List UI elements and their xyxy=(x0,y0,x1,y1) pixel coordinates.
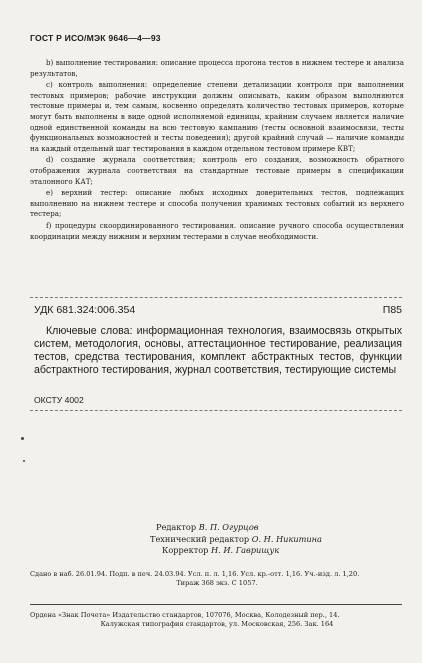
editor-name: В. П. Огурцов xyxy=(198,522,259,532)
publication-info xyxy=(30,570,404,588)
tech-editor-line xyxy=(150,534,390,546)
publication-line-2: Тираж 368 экз. С 1057. xyxy=(176,579,258,587)
keywords-text: Ключевые слова: информационная технология, взаимосвязь открытых систем, методология, основы, аттестационное тестирование, реализация тестов, средства тестирования, комплект абстрактных тестов, функции абстрактного тестирования, журнал соответствия, тестирующие системы xyxy=(34,325,402,376)
editorial-staff xyxy=(150,522,390,557)
paragraph-d: d) создание журнала соответствия; контроль его создания, возможность обратного отображения журнала соответствия на стандартные тестовые примеры в спецификации эталонного КАТ; xyxy=(30,155,404,186)
publication-line-1: Сдано в наб. 26.01.94. Подп. в печ. 24.03.94. Усл. п. л. 1,16. Усл. кр.-отт. 1,16. Уч.-изд. л. 1,20. xyxy=(30,570,360,578)
keywords xyxy=(34,325,402,377)
printer-line-1: Ордена «Знак Почета» Издательство стандартов, 107076, Москва, Колодезный пер., 14. xyxy=(30,611,340,619)
udk-code: УДК 681.324:006.354 xyxy=(34,304,136,316)
running-head: ГОСТ Р ИСО/МЭК 9646—4—93 xyxy=(30,33,161,43)
paragraph-c: c) контроль выполнения: определение степени детализации контроля при выполнении тестовых примеров; рабочие инструкции должны описывать, каким образом выполняются тестовые примеры и, тем самым, косвенно определять количество тестовых примеров, которые могут быть выполнены в виде одной исполняемой единицы, крайним случаем является наличие одной единственной команды на всю тестовую кампанию (тесты основной взаимосвязи, тесты функциональных возможностей и тесты поведения); другой крайний случай — наличие команды на каждый отдельный шаг тестирования в каждом отдельном тестовом примере КВТ; xyxy=(30,80,404,153)
tech-editor-name: О. Н. Никитина xyxy=(251,533,322,544)
body-text xyxy=(30,58,404,243)
scan-speck xyxy=(21,437,24,440)
imprint-rule-top xyxy=(30,604,402,605)
printer-info xyxy=(30,611,404,629)
printer-line-2: Калужская типография стандартов, ул. Московская, 256. Зак. 164 xyxy=(100,620,334,628)
editor-role: Редактор xyxy=(156,522,197,532)
paragraph-e: e) верхний тестер: описание любых исходных доверительных тестов, подлежащих выполнению на нижнем тестере и способа получения хранимых тестовых событий из верхнего тестера; xyxy=(30,188,404,219)
keywords-divider xyxy=(30,410,402,411)
class-code: П85 xyxy=(382,304,402,316)
corrector-line xyxy=(150,545,390,557)
okstu-code: ОКСТУ 4002 xyxy=(34,395,84,405)
corrector-name: Н. И. Гаврищук xyxy=(211,545,280,555)
corrector-role: Корректор xyxy=(162,545,209,555)
paragraph-f: f) процедуры скоординированного тестирования. описание ручного способа осуществления координации между нижним и верхним тестерами в случае необходимости. xyxy=(30,220,404,241)
paragraph-b: b) выполнение тестирования: описание процесса прогона тестов в нижнем тестере и анализа результатов, xyxy=(30,58,404,78)
section-divider xyxy=(30,297,402,298)
tech-editor-role: Технический редактор xyxy=(150,533,250,544)
editor-line xyxy=(150,522,390,534)
scan-speck xyxy=(23,460,25,462)
